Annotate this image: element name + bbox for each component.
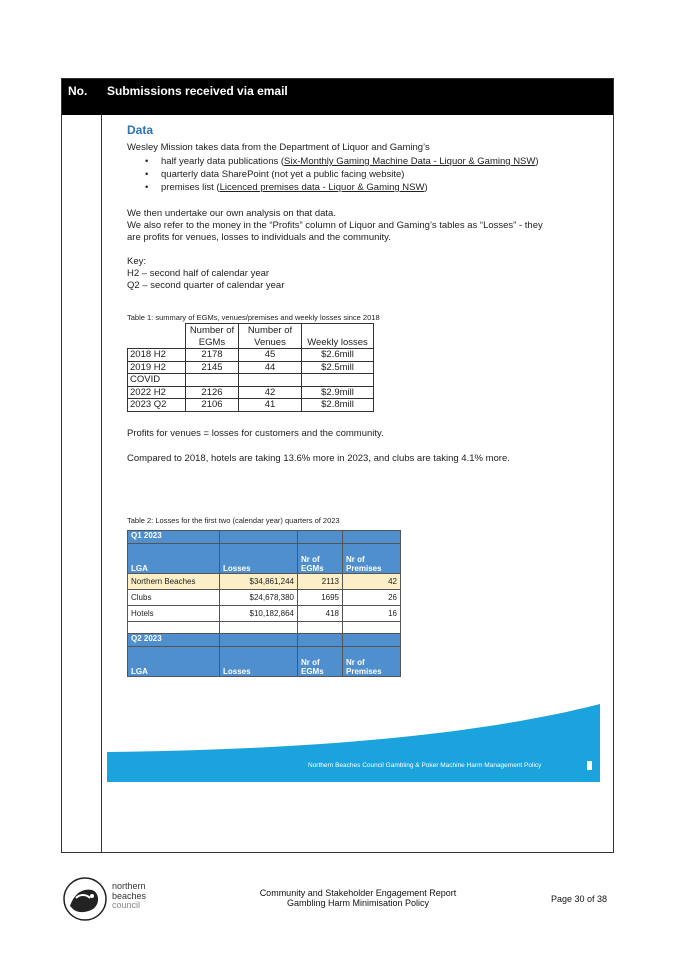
table-row: 2019 H2 2145 44 $2.5mill — [128, 361, 374, 374]
footer-banner-wave — [107, 704, 600, 782]
col-venues: Number of Venues — [239, 324, 302, 349]
page-number: Page 30 of 38 — [551, 894, 608, 904]
table1-caption: Table 1: summary of EGMs, venues/premises and weekly losses since 2018 — [127, 313, 380, 322]
premises-link[interactable]: Licenced premises data - Liquor & Gaming NSW — [219, 182, 425, 193]
council-logo-text: northern beaches council — [112, 881, 147, 910]
table-row — [128, 324, 374, 349]
column-divider — [101, 115, 102, 853]
col-egms: Number of EGMs — [186, 324, 239, 349]
table-header-bar — [62, 79, 613, 115]
compare-line: Compared to 2018, hotels are taking 13.6% more in 2023, and clubs are taking 4.1% more. — [127, 453, 510, 464]
key-q2: Q2 – second quarter of calendar year — [127, 280, 285, 291]
table-row: 2023 Q2 2106 41 $2.8mill — [128, 399, 374, 412]
section-title: Data — [127, 123, 154, 137]
key-h2: H2 – second half of calendar year — [127, 268, 270, 279]
key-label: Key: — [127, 256, 147, 267]
list-item: • premises list (Licenced premises data - Liquor & Gaming NSW) — [145, 181, 539, 194]
table-row: 2022 H2 2126 42 $2.9mill — [128, 386, 374, 399]
header-no: No. — [68, 84, 88, 98]
footer-report-title: Community and Stakeholder Engagement Report Gambling Harm Minimisation Policy — [259, 888, 457, 908]
table-row: Clubs $24,678,380 1695 26 — [128, 590, 401, 606]
data-link[interactable]: Six-Monthly Gaming Machine Data - Liquor & Gaming NSW — [284, 156, 536, 167]
table-row: LGA Losses Nr of EGMs Nr of Premises — [128, 647, 401, 677]
q2-label: Q2 2023 — [128, 634, 220, 647]
list-item: • half yearly data publications (Six-Monthly Gaming Machine Data - Liquor & Gaming NSW) — [145, 155, 539, 168]
intro-text: Wesley Mission takes data from the Department of Liquor and Gaming’s — [127, 142, 430, 153]
para-analysis: We then undertake our own analysis on that data. — [127, 208, 336, 219]
table-row — [128, 531, 401, 544]
banner-text: Northern Beaches Council Gambling & Poker Machine Harm Management Policy — [308, 762, 542, 769]
table-row — [128, 622, 401, 634]
header-title: Submissions received via email — [107, 84, 288, 98]
q1-label: Q1 2023 — [128, 531, 220, 544]
table-row: Northern Beaches $34,861,244 2113 42 — [128, 574, 401, 590]
table-row — [128, 634, 401, 647]
summary-table — [127, 323, 374, 412]
losses-table — [127, 530, 401, 677]
table-row: LGA Losses Nr of EGMs Nr of Premises — [128, 544, 401, 574]
table-row: Hotels $10,182,864 418 16 — [128, 606, 401, 622]
table-row: 2018 H2 2178 45 $2.6mill — [128, 349, 374, 362]
para-losses-a: We also refer to the money in the “Profits” column of Liquor and Gaming’s tables as “Losses” - they — [127, 220, 543, 231]
council-logo-icon — [62, 876, 108, 922]
table-row: COVID — [128, 374, 374, 387]
profits-line: Profits for venues = losses for customers and the community. — [127, 428, 384, 439]
col-losses: Weekly losses — [302, 324, 374, 349]
banner-page-box — [587, 761, 592, 770]
table2-caption: Table 2: Losses for the first two (calendar year) quarters of 2023 — [127, 516, 340, 525]
para-losses-b: are profits for venues, losses to individuals and the community. — [127, 232, 391, 243]
source-list — [145, 155, 539, 194]
list-item: • quarterly data SharePoint (not yet a public facing website) — [145, 168, 539, 181]
